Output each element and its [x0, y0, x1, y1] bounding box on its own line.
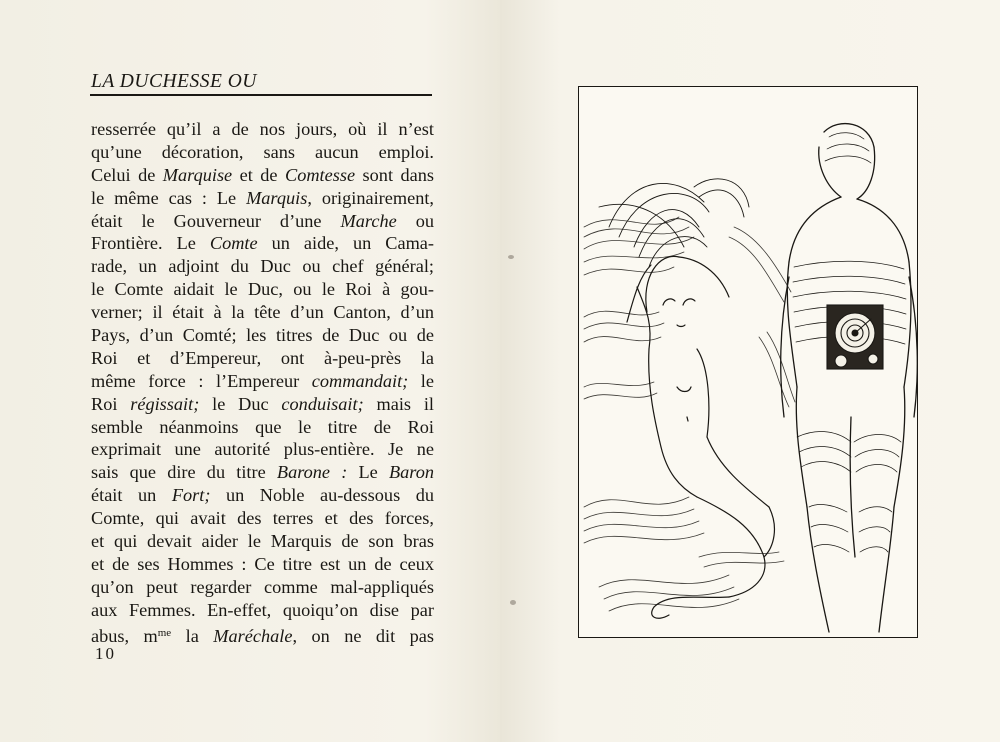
- text-line: [91, 530, 434, 553]
- text-line: [91, 370, 434, 393]
- text-line: [91, 255, 434, 278]
- text-run: aux Femmes. En-effet, quoiqu’on dise par: [91, 599, 434, 620]
- text-line: [91, 324, 434, 347]
- text-line: [91, 416, 434, 439]
- text-run: , on ne dit pas: [292, 625, 434, 646]
- text-line: [91, 507, 434, 530]
- text-run: le Comte aidait le Duc, ou le Roi à gou-: [91, 279, 434, 300]
- text-line: [91, 622, 434, 645]
- engraving-illustration: [579, 87, 917, 637]
- text-line: [91, 141, 434, 164]
- reclining-woman: [627, 256, 774, 618]
- standing-man: [781, 124, 917, 632]
- text-run: sont dans: [355, 164, 434, 185]
- text-line: [91, 576, 434, 599]
- text-run: verner; il était à la tête d’un Canton, d’un: [91, 302, 434, 323]
- drapery-hatching: [584, 217, 795, 611]
- text-line: [91, 438, 434, 461]
- page-number: 10: [95, 644, 116, 663]
- running-head-rule: [90, 94, 432, 96]
- text-run: un Noble au-dessous du: [210, 485, 434, 506]
- text-line: [91, 187, 434, 210]
- text-run: et de: [232, 164, 286, 185]
- italic-term: Marquise: [162, 164, 233, 185]
- text-run: Pays, d’un Comté; les titres de Duc ou de: [91, 325, 434, 346]
- text-run: le même cas : Le: [91, 187, 247, 208]
- italic-term: Maréchale: [213, 625, 293, 646]
- text-run: qu’on peut regarder comme mal-appliqués: [91, 576, 434, 597]
- text-run: Roi et d’Empereur, ont à-peu-près la: [91, 347, 434, 368]
- italic-term: commandait;: [311, 370, 409, 391]
- text-line: [91, 232, 434, 255]
- text-run: Le: [347, 462, 389, 483]
- text-run: rade, un adjoint du Duc ou chef général;: [91, 256, 434, 277]
- text-run: exprimait une autorité plus-entière. Je ne: [91, 439, 434, 460]
- text-run: ou: [396, 210, 435, 231]
- italic-term: Marche: [340, 210, 397, 231]
- italic-term: Comte: [209, 233, 258, 254]
- italic-term: Marquis: [246, 187, 308, 208]
- italic-term: Barone :: [276, 462, 348, 483]
- text-line: [91, 164, 434, 187]
- clockwork-mechanism: [827, 305, 883, 369]
- ink-smudge: [508, 255, 514, 259]
- text-run: le Duc: [199, 393, 282, 414]
- text-line: [91, 210, 434, 233]
- text-line: [91, 553, 434, 576]
- body-text: [91, 118, 434, 644]
- text-line: [91, 278, 434, 301]
- text-line: [91, 118, 434, 141]
- text-line: [91, 484, 434, 507]
- text-run: qu’une décoration, sans aucun emploi.: [91, 141, 434, 162]
- text-line: [91, 393, 434, 416]
- text-run: était le Gouverneur d’une: [91, 210, 341, 231]
- text-run: resserrée qu’il a de nos jours, où il n’est: [91, 119, 434, 139]
- text-run: même force : l’Empereur: [91, 370, 312, 391]
- text-line: [91, 347, 434, 370]
- running-head: LA DUCHESSE OU: [91, 71, 257, 92]
- text-run: la: [171, 625, 214, 646]
- text-run: Celui de: [91, 164, 163, 185]
- text-run: , originairement,: [307, 187, 434, 208]
- text-run: me: [157, 626, 172, 639]
- text-run: Frontière. Le: [91, 233, 210, 254]
- text-line: [91, 301, 434, 324]
- italic-term: conduisait;: [281, 393, 364, 414]
- text-run: abus, m: [91, 625, 158, 646]
- italic-term: Comtesse: [285, 164, 356, 185]
- italic-term: Fort;: [171, 485, 211, 506]
- text-run: sais que dire du titre: [91, 462, 277, 483]
- text-run: semble néanmoins que le titre de Roi: [91, 416, 434, 437]
- italic-term: Baron: [388, 462, 435, 483]
- text-run: et de ses Hommes : Ce titre est un de ceux: [91, 553, 434, 574]
- text-run: Roi: [91, 393, 131, 414]
- italic-term: régissait;: [130, 393, 200, 414]
- text-line: [91, 599, 434, 622]
- text-run: et qui devait aider le Marquis de son bras: [91, 531, 434, 552]
- text-run: Comte, qui avait des terres et des forces,: [91, 508, 434, 529]
- ink-smudge: [510, 600, 516, 605]
- text-run: était un: [91, 485, 172, 506]
- hair-strokes: [599, 179, 749, 267]
- text-line: [91, 461, 434, 484]
- engraving-plate: [578, 86, 918, 638]
- text-run: le: [408, 370, 435, 391]
- text-run: un aide, un Cama-: [257, 233, 434, 254]
- text-run: mais il: [363, 393, 435, 414]
